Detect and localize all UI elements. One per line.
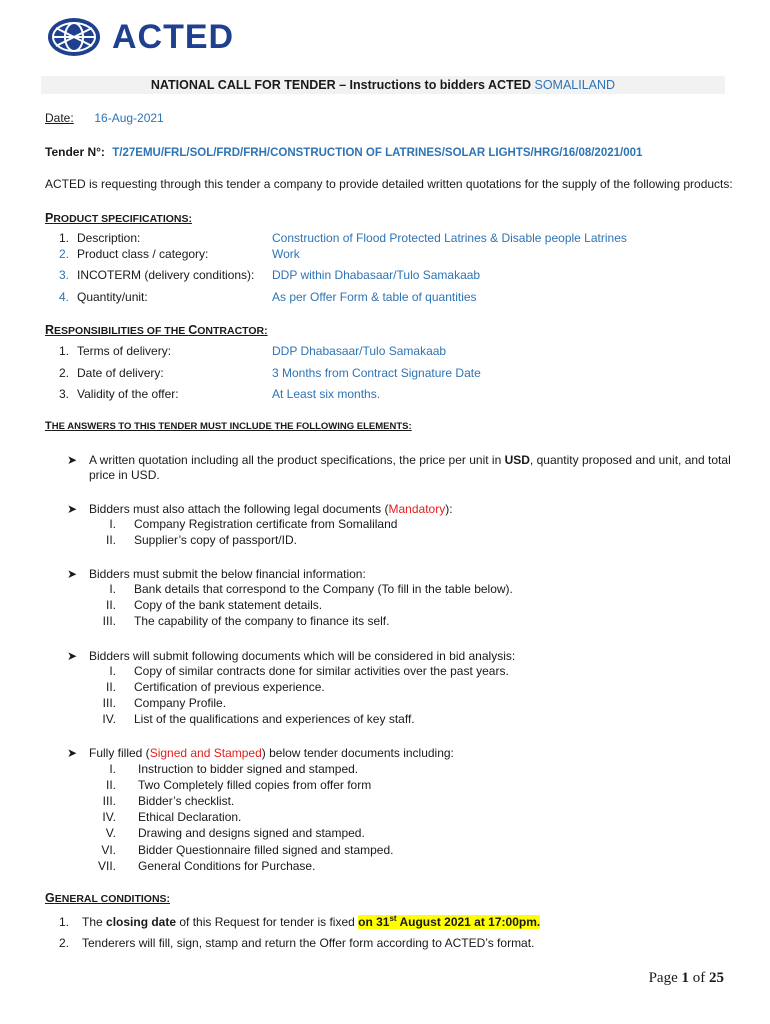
intro-text: ACTED is requesting through this tender a company to provide detailed written quotations for the supply of the following products: — [45, 177, 733, 191]
sub-list-item: I. Instruction to bidder signed and stamped. — [109, 762, 359, 776]
responsibilities-heading: RESPONSIBILITIES OF THE CONTRACTOR: — [45, 323, 268, 337]
sub-list-item: VI. Bidder Questionnaire filled signed and stamped. — [101, 843, 394, 857]
answers-heading: THE ANSWERS TO THIS TENDER MUST INCLUDE THE FOLLOWING ELEMENTS: — [45, 420, 412, 432]
bullet-quotation: ➤ A written quotation including all the product specifications, the price per unit in USD, quantity proposed and unit, and total — [67, 453, 731, 467]
responsibility-value: 3 Months from Contract Signature Date — [272, 366, 481, 380]
sub-list-item: III. The capability of the company to finance its self. — [102, 614, 390, 628]
responsibility-item: 1. Terms of delivery: — [58, 344, 172, 358]
acted-logo — [46, 16, 234, 58]
sub-list-item: V. Drawing and designs signed and stamped. — [105, 826, 365, 840]
responsibility-value: DDP Dhabasaar/Tulo Samakaab — [272, 344, 447, 358]
document-title — [41, 76, 725, 94]
general-condition-closing-date: 1. The closing date of this Request for tender is fixed on 31st August 2021 at 17:00pm. — [58, 914, 541, 929]
arrow-bullet-icon: ➤ — [67, 453, 78, 467]
page-number: Page 1 of 25 — [648, 970, 724, 986]
tender-label: Tender N°: — [45, 145, 105, 159]
bullet-quotation-line2: price in USD. — [89, 468, 160, 482]
acted-globe-icon — [46, 16, 102, 58]
title-main: NATIONAL CALL FOR TENDER – Instructions to bidders ACTED — [150, 78, 532, 92]
arrow-bullet-icon: ➤ — [67, 502, 78, 516]
bullet-tender-documents: ➤ Fully filled (Signed and Stamped) below tender documents including: — [67, 746, 454, 760]
arrow-bullet-icon: ➤ — [67, 567, 78, 581]
spec-item: 2. Product class / category: — [58, 247, 209, 261]
bullet-financial-info: ➤ Bidders must submit the below financial information: — [67, 567, 366, 581]
spec-value: DDP within Dhabasaar/Tulo Samakaab — [272, 268, 481, 282]
tender-number: T/27EMU/FRL/SOL/FRD/FRH/CONSTRUCTION OF LATRINES/SOLAR LIGHTS/HRG/16/08/2021/001 — [112, 147, 643, 159]
general-conditions-heading: GENERAL CONDITIONS: — [45, 891, 171, 905]
sub-list-item: II. Supplier’s copy of passport/ID. — [105, 533, 297, 547]
spec-value: Construction of Flood Protected Latrines & Disable people Latrines — [272, 231, 627, 245]
spec-value: Work — [272, 247, 300, 261]
sub-list-item: I. Company Registration certificate from Somaliland — [109, 517, 398, 531]
sub-list-item: III. Company Profile. — [102, 696, 227, 710]
spec-item: 4. Quantity/unit: — [58, 290, 148, 304]
sub-list-item: II. Two Completely filled copies from offer form — [105, 778, 372, 792]
general-condition-offer-form: 2. Tenderers will fill, sign, stamp and return the Offer form according to ACTED’s format. — [58, 936, 535, 950]
sub-list-item: I. Copy of similar contracts done for similar activities over the past years. — [109, 664, 509, 678]
sub-list-item: IV. List of the qualifications and experiences of key staff. — [102, 712, 415, 726]
bullet-legal-documents: ➤ Bidders must also attach the following legal documents (Mandatory): — [67, 502, 453, 516]
sub-list-item: II. Copy of the bank statement details. — [105, 598, 323, 612]
responsibility-item: 3. Validity of the offer: — [58, 387, 179, 401]
arrow-bullet-icon: ➤ — [67, 649, 78, 663]
spec-item: 1. Description: — [58, 231, 141, 245]
spec-value: As per Offer Form & table of quantities — [272, 290, 477, 304]
sub-list-item: I. Bank details that correspond to the Company (To fill in the table below). — [109, 582, 513, 596]
sub-list-item: III. Bidder’s checklist. — [102, 794, 235, 808]
sub-list-item: II. Certification of previous experience. — [105, 680, 325, 694]
sub-list-item: IV. Ethical Declaration. — [102, 810, 242, 824]
acted-logo-text: ACTED — [112, 18, 235, 56]
closing-date-highlight: on 31st August 2021 at 17:00pm. — [358, 914, 541, 929]
product-specs-heading: PRODUCT SPECIFICATIONS: — [45, 211, 192, 225]
bullet-bid-analysis-documents: ➤ Bidders will submit following documents which will be considered in bid analysis: — [67, 649, 516, 663]
arrow-bullet-icon: ➤ — [67, 746, 78, 760]
spec-item: 3. INCOTERM (delivery conditions): — [58, 268, 255, 282]
tender-row — [45, 145, 642, 159]
responsibility-value: At Least six months. — [272, 387, 381, 401]
date-value: 16-Aug-2021 — [94, 111, 164, 125]
date-label: Date: — [45, 111, 74, 125]
title-country: SOMALILAND — [534, 78, 616, 92]
responsibility-item: 2. Date of delivery: — [58, 366, 164, 380]
sub-list-item: VII. General Conditions for Purchase. — [97, 859, 316, 873]
date-row — [45, 111, 164, 125]
